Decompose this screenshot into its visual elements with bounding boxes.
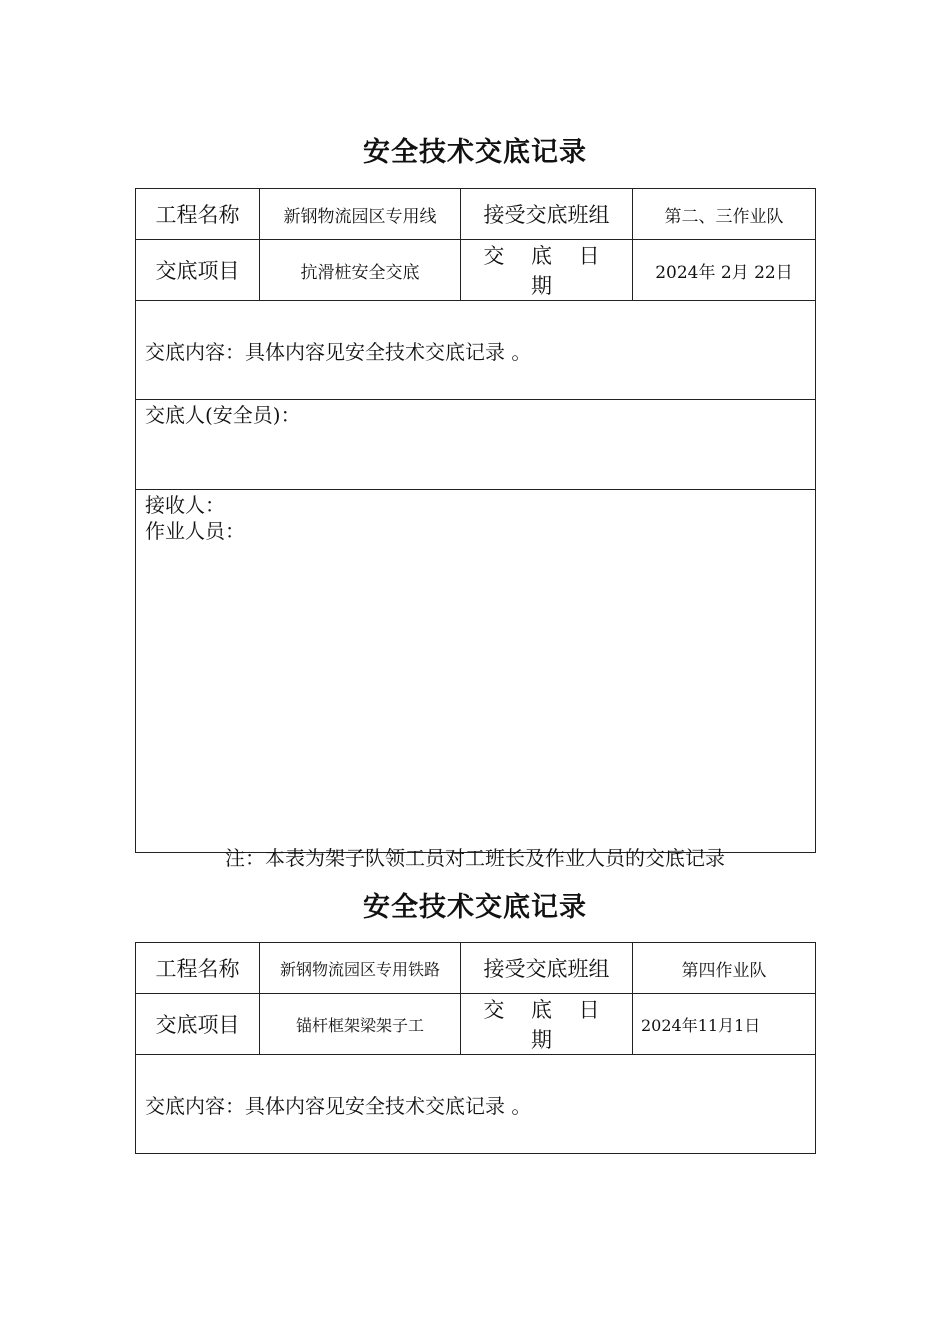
- record2-table: [135, 942, 816, 1154]
- receiver-cell: [136, 490, 816, 853]
- date-value: 2024年11月1日: [633, 994, 816, 1055]
- item-label: 交底项目: [136, 994, 260, 1055]
- item-label: 交底项目: [136, 240, 260, 301]
- team-label: 接受交底班组: [461, 943, 633, 994]
- team-value: 第四作业队: [633, 943, 816, 994]
- date-label: 交 底 日 期: [461, 240, 633, 301]
- note-text: 注：本表为架子队领工员对工班长及作业人员的交底记录: [225, 846, 725, 870]
- date-label: 交 底 日 期: [461, 994, 633, 1055]
- content-text: 交底内容：具体内容见安全技术交底记录 。: [136, 1055, 816, 1154]
- content-text: 交底内容：具体内容见安全技术交底记录 。: [136, 301, 816, 400]
- date-value: 2024年 2月 22日: [633, 240, 816, 301]
- receiver-field: 接收人：: [145, 493, 225, 517]
- project-name-label: 工程名称: [136, 943, 260, 994]
- workers-field: 作业人员：: [145, 519, 245, 543]
- item-value: 锚杆框架梁架子工: [260, 994, 461, 1055]
- project-name-value: 新钢物流园区专用线: [260, 189, 461, 240]
- team-value: 第二、三作业队: [633, 189, 816, 240]
- record2-title: 安全技术交底记录: [363, 892, 587, 923]
- team-label: 接受交底班组: [461, 189, 633, 240]
- record1-table: [135, 188, 816, 853]
- discloser-field: 交底人(安全员)：: [136, 400, 816, 490]
- item-value: 抗滑桩安全交底: [260, 240, 461, 301]
- project-name-label: 工程名称: [136, 189, 260, 240]
- record1-title: 安全技术交底记录: [363, 137, 587, 168]
- project-name-value: 新钢物流园区专用铁路: [260, 943, 461, 994]
